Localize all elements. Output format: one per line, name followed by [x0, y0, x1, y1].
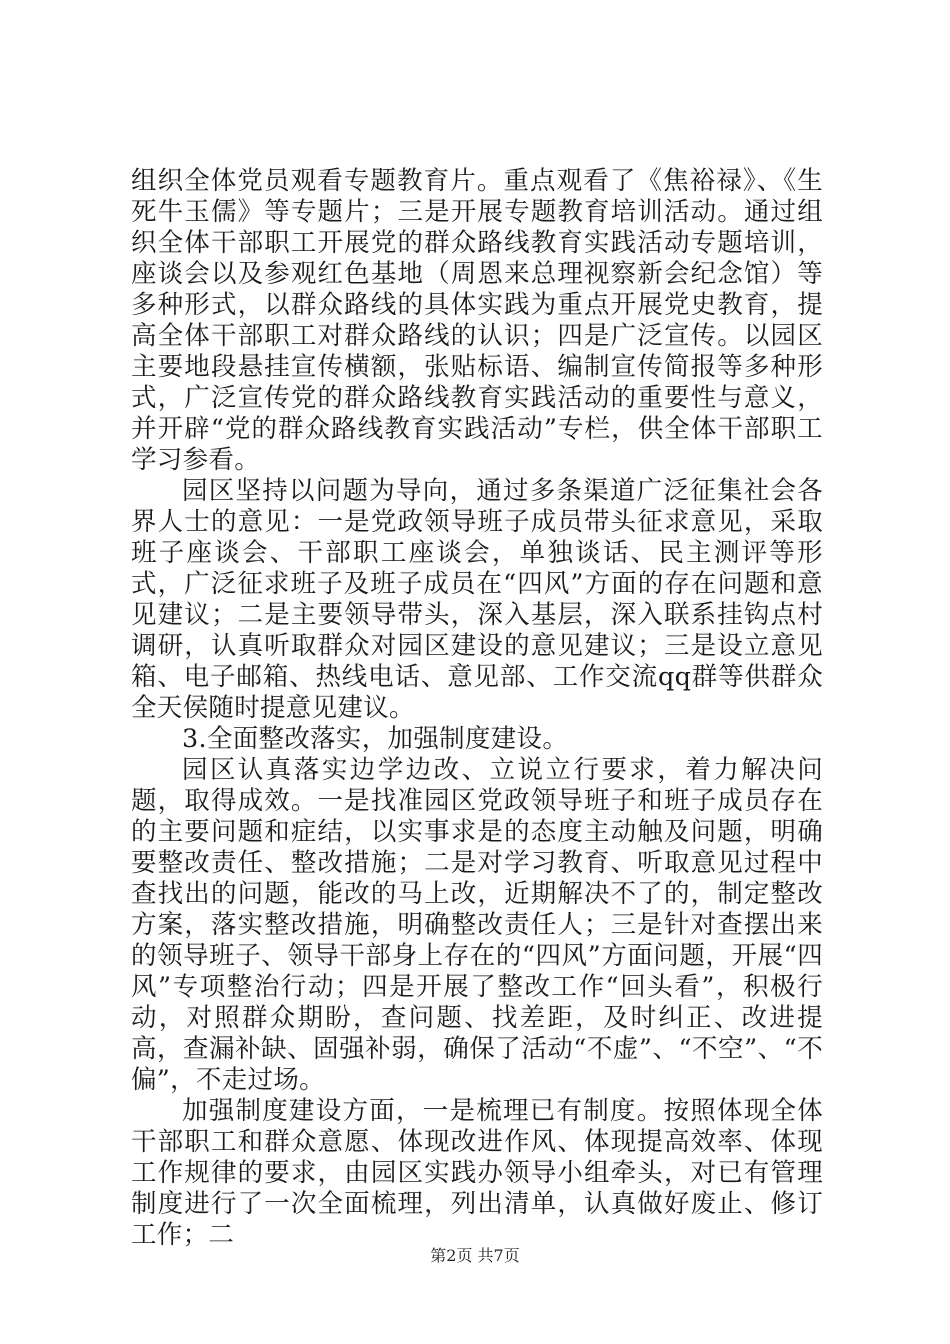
paragraph-opinions: 园区坚持以问题为导向，通过多条渠道广泛征集社会各界人士的意见：一是党政领导班子成员带头征求意见，采取班子座谈会、干部职工座谈会，单独谈话、民主测评等形式，广泛征求班子及班子成员在“四风”方面的存在问题和意见建议；二是主要领导带头，深入基层，深入联系挂钩点村调研，认真听取群众对园区建设的意见建议；三是设立意见箱、电子邮箱、热线电话、意见部、工作交流qq群等供群众全天侯随时提意见建议。: [131, 476, 823, 723]
paragraph-rectification: 园区认真落实边学边改、立说立行要求，着力解决问题，取得成效。一是找准园区党政领导班子和班子成员存在的主要问题和症结，以实事求是的态度主动触及问题，明确要整改责任、整改措施；二是对学习教育、听取意见过程中查找出的问题，能改的马上改，近期解决不了的，制定整改方案，落实整改措施，明确整改责任人；三是针对查摆出来的领导班子、领导干部身上存在的“四风”方面问题，开展“四风”专项整治行动；四是开展了整改工作“回头看”，积极行动，对照群众期盼，查问题、找差距，及时纠正、改进提高，查漏补缺、固强补弱，确保了活动“不虚”、“不空”、“不偏”，不走过场。: [131, 755, 823, 1095]
paragraph-continued: 组织全体党员观看专题教育片。重点观看了《焦裕禄》、《生死牛玉儒》等专题片；三是开展专题教育培训活动。通过组织全体干部职工开展党的群众路线教育实践活动专题培训，座谈会以及参观红色基地（周恩来总理视察新会纪念馆）等多种形式，以群众路线的具体实践为重点开展党史教育，提高全体干部职工对群众路线的认识；四是广泛宣传。以园区主要地段悬挂宣传横额，张贴标语、编制宣传简报等多种形式，广泛宣传党的群众路线教育实践活动的重要性与意义，并开辟“党的群众路线教育实践活动”专栏，供全体干部职工学习参看。: [131, 166, 823, 475]
section-heading: 3.全面整改落实，加强制度建设。: [182, 724, 569, 754]
paragraph-system-building: 加强制度建设方面，一是梳理已有制度。按照体现全体干部职工和群众意愿、体现改进作风、体现提高效率、体现工作规律的要求，由园区实践办领导小组牵头，对已有管理制度进行了一次全面梳理，列出清单，认真做好废止、修订工作；二: [131, 1096, 823, 1250]
document-body: [131, 166, 823, 1251]
page-number-footer: 第2页 共7页: [430, 1246, 520, 1265]
